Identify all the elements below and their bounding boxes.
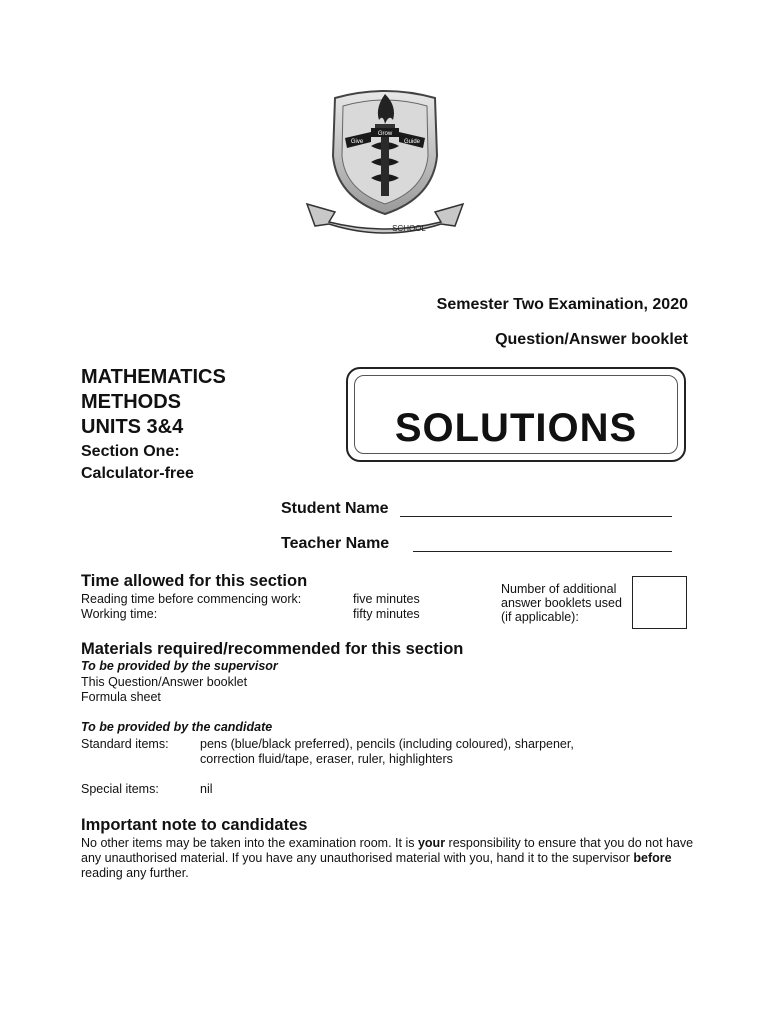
special-items-label: Special items: bbox=[81, 782, 159, 796]
section-type: Calculator-free bbox=[81, 465, 194, 482]
candidate-heading: To be provided by the candidate bbox=[81, 720, 273, 734]
note-bold-your: your bbox=[417, 836, 446, 850]
note-heading: Important note to candidates bbox=[81, 816, 308, 834]
crest-banner-text: SCHOOL bbox=[392, 224, 426, 233]
subject-line-2: METHODS bbox=[81, 391, 181, 413]
teacher-name-label: Teacher Name bbox=[281, 535, 390, 552]
working-time-label: Working time: bbox=[81, 607, 158, 621]
supervisor-heading: To be provided by the supervisor bbox=[81, 659, 278, 673]
booklet-type: Question/Answer booklet bbox=[495, 331, 688, 348]
crest-motto-grow: Grow bbox=[377, 131, 393, 137]
reading-time-label: Reading time before commencing work: bbox=[81, 592, 302, 606]
note-text-2: responsibility to ensure that you do not have any unauthorised material. If you have any unauthorised material with you, hand it to the supervisor bbox=[81, 836, 694, 865]
subject-line-3: UNITS 3&4 bbox=[81, 416, 184, 438]
special-items-value: nil bbox=[200, 782, 213, 796]
reading-time-value: five minutes bbox=[353, 592, 420, 606]
note-text-3: reading any further. bbox=[81, 866, 189, 880]
solutions-box bbox=[346, 367, 686, 462]
additional-booklets-box[interactable] bbox=[632, 576, 687, 629]
supervisor-item-1: This Question/Answer booklet bbox=[81, 675, 248, 689]
booklets-line-1: Number of additional bbox=[501, 582, 617, 596]
booklets-line-3: (if applicable): bbox=[501, 610, 579, 624]
crest-motto-guide: Guide bbox=[403, 139, 421, 145]
school-crest-logo bbox=[305, 86, 465, 246]
standard-items-label: Standard items: bbox=[81, 737, 169, 751]
subject-line-1: MATHEMATICS bbox=[81, 366, 226, 388]
standard-items-line-1: pens (blue/black preferred), pencils (including coloured), sharpener, bbox=[200, 737, 574, 751]
standard-items-line-2: correction fluid/tape, eraser, ruler, highlighters bbox=[200, 752, 453, 766]
note-paragraph bbox=[81, 836, 701, 881]
materials-heading: Materials required/recommended for this section bbox=[81, 640, 464, 658]
additional-booklets-note bbox=[501, 582, 622, 624]
crest-motto-give: Give bbox=[350, 139, 364, 145]
student-name-label: Student Name bbox=[281, 500, 389, 517]
student-name-line[interactable] bbox=[400, 516, 672, 517]
supervisor-item-2: Formula sheet bbox=[81, 690, 161, 704]
solutions-label: SOLUTIONS bbox=[394, 406, 638, 450]
booklets-line-2: answer booklets used bbox=[501, 596, 622, 610]
section-number: Section One: bbox=[81, 443, 180, 460]
time-heading: Time allowed for this section bbox=[81, 572, 308, 590]
note-bold-before: before bbox=[633, 851, 672, 865]
teacher-name-line[interactable] bbox=[413, 551, 672, 552]
note-text-1: No other items may be taken into the examination room. It is bbox=[81, 836, 418, 850]
working-time-value: fifty minutes bbox=[353, 607, 420, 621]
exam-title: Semester Two Examination, 2020 bbox=[436, 296, 688, 313]
